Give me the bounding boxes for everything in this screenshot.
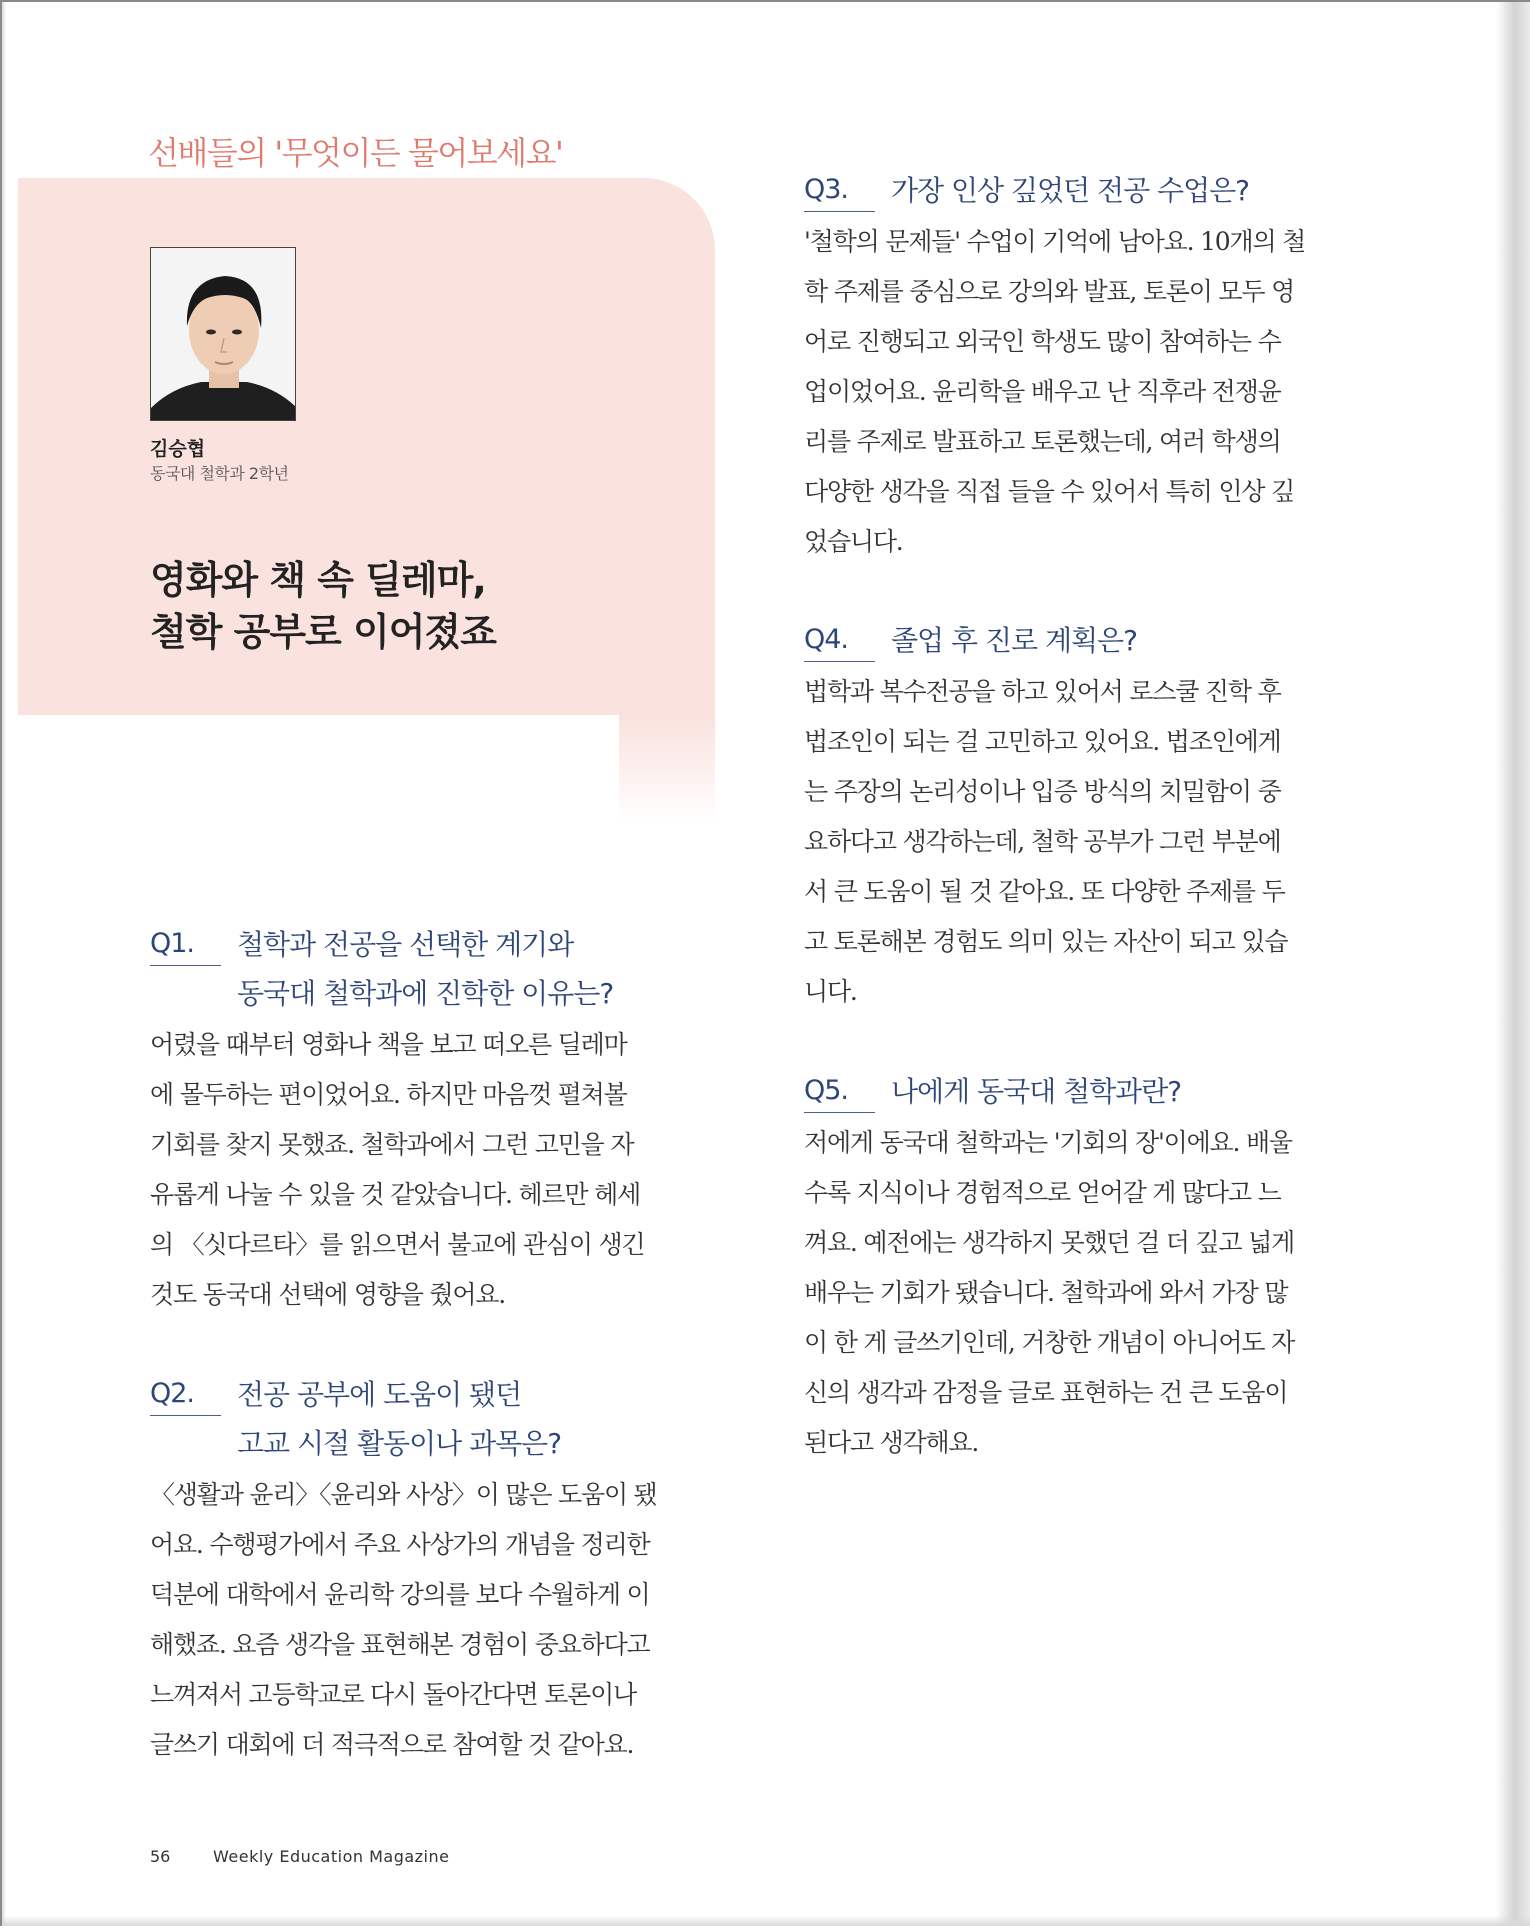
page-number: 56 xyxy=(150,1847,171,1866)
question-heading xyxy=(804,622,1364,665)
answer-line: 서 큰 도움이 될 것 같아요. 또 다양한 주제를 두 xyxy=(804,877,1285,906)
page-binding-shadow xyxy=(1496,0,1530,1926)
page-bottom-shadow xyxy=(0,1916,1530,1926)
answer-line: 업이었어요. 윤리학을 배우고 난 직후라 전쟁윤 xyxy=(804,377,1281,406)
answer-line: 배우는 기회가 됐습니다. 철학과에 와서 가장 많 xyxy=(804,1278,1288,1307)
person-school: 동국대 철학과 2학년 xyxy=(150,464,289,483)
question-title-line: 동국대 철학과에 진학한 이유는? xyxy=(237,977,614,1010)
answer-line: 니다. xyxy=(804,977,857,1006)
question-heading xyxy=(150,1376,710,1468)
answer-text xyxy=(150,1020,710,1320)
headline-line: 영화와 책 속 딜레마, xyxy=(150,558,486,602)
question-title-line: 가장 인상 깊었던 전공 수업은? xyxy=(891,174,1250,207)
section-label: 선배들의 '무엇이든 물어보세요' xyxy=(148,134,563,172)
answer-line: 껴요. 예전에는 생각하지 못했던 걸 더 깊고 넓게 xyxy=(804,1228,1295,1257)
question-heading xyxy=(804,172,1364,215)
question-title xyxy=(891,616,1137,665)
answer-line: 에 몰두하는 편이었어요. 하지만 마음껏 펼쳐볼 xyxy=(150,1080,627,1109)
answer-line: 고 토론해본 경험도 의미 있는 자산이 되고 있습 xyxy=(804,927,1288,956)
question-title xyxy=(237,1370,561,1468)
answer-line: 해했죠. 요즘 생각을 표현해본 경험이 중요하다고 xyxy=(150,1630,650,1659)
answer-line: 것도 동국대 선택에 영향을 줬어요. xyxy=(150,1280,506,1309)
question-title-line: 고교 시절 활동이나 과목은? xyxy=(237,1427,562,1460)
answer-line: 신의 생각과 감정을 글로 표현하는 건 큰 도움이 xyxy=(804,1378,1288,1407)
answer-line: 느껴져서 고등학교로 다시 돌아간다면 토론이나 xyxy=(150,1680,636,1709)
question-title-line: 졸업 후 진로 계획은? xyxy=(891,624,1137,657)
answer-line: 어로 진행되고 외국인 학생도 많이 참여하는 수 xyxy=(804,327,1281,356)
answer-line: 법조인이 되는 걸 고민하고 있어요. 법조인에게 xyxy=(804,727,1281,756)
answer-line: 어요. 수행평가에서 주요 사상가의 개념을 정리한 xyxy=(150,1530,650,1559)
question-title-line: 나에게 동국대 철학과란? xyxy=(891,1075,1182,1108)
qa-q1 xyxy=(150,926,710,1320)
answer-line: 어렸을 때부터 영화나 책을 보고 떠오른 딜레마 xyxy=(150,1030,627,1059)
person-name: 김승협 xyxy=(150,438,206,460)
answer-text xyxy=(150,1470,710,1770)
answer-line: 덕분에 대학에서 윤리학 강의를 보다 수월하게 이 xyxy=(150,1580,650,1609)
answer-line: 유롭게 나눌 수 있을 것 같았습니다. 헤르만 헤세 xyxy=(150,1180,641,1209)
answer-line: 법학과 복수전공을 하고 있어서 로스쿨 진학 후 xyxy=(804,677,1281,706)
answer-text xyxy=(804,667,1364,1017)
answer-line: 의 〈싯다르타〉를 읽으면서 불교에 관심이 생긴 xyxy=(150,1230,645,1259)
answer-line: 저에게 동국대 철학과는 '기회의 장'이에요. 배울 xyxy=(804,1128,1292,1157)
headline-line: 철학 공부로 이어졌죠 xyxy=(150,610,496,654)
qa-q3 xyxy=(804,172,1364,567)
question-heading xyxy=(804,1073,1364,1116)
answer-line: 된다고 생각해요. xyxy=(804,1428,979,1457)
question-title xyxy=(891,1067,1181,1116)
page-left-edge xyxy=(0,0,6,1926)
answer-line: 리를 주제로 발표하고 토론했는데, 여러 학생의 xyxy=(804,427,1281,456)
qa-q5 xyxy=(804,1073,1364,1468)
answer-line: 수록 지식이나 경험적으로 얻어갈 게 많다고 느 xyxy=(804,1178,1281,1207)
answer-line: 기회를 찾지 못했죠. 철학과에서 그런 고민을 자 xyxy=(150,1130,634,1159)
answer-line: 다양한 생각을 직접 들을 수 있어서 특히 인상 깊 xyxy=(804,477,1295,506)
magazine-name: Weekly Education Magazine xyxy=(213,1847,450,1866)
answer-text xyxy=(804,1118,1364,1468)
question-number: Q4. xyxy=(804,622,875,662)
article-headline xyxy=(150,554,496,658)
question-number: Q3. xyxy=(804,172,875,212)
answer-text xyxy=(804,217,1364,567)
profile-photo xyxy=(150,247,296,421)
answer-line: 요하다고 생각하는데, 철학 공부가 그런 부분에 xyxy=(804,827,1281,856)
question-title-line: 철학과 전공을 선택한 계기와 xyxy=(237,928,574,961)
question-number: Q1. xyxy=(150,926,221,966)
person-portrait-icon xyxy=(151,248,296,421)
question-number: Q5. xyxy=(804,1073,875,1113)
question-title xyxy=(891,166,1249,215)
qa-q2 xyxy=(150,1376,710,1770)
answer-line: 는 주장의 논리성이나 입증 방식의 치밀함이 중 xyxy=(804,777,1281,806)
answer-line: '철학의 문제들' 수업이 기억에 남아요. 10개의 철 xyxy=(804,227,1306,256)
question-heading xyxy=(150,926,710,1018)
answer-line: 었습니다. xyxy=(804,527,903,556)
question-title-line: 전공 공부에 도움이 됐던 xyxy=(237,1378,522,1411)
answer-line: 학 주제를 중심으로 강의와 발표, 토론이 모두 영 xyxy=(804,277,1295,306)
qa-q4 xyxy=(804,622,1364,1017)
answer-line: 이 한 게 글쓰기인데, 거창한 개념이 아니어도 자 xyxy=(804,1328,1295,1357)
question-number: Q2. xyxy=(150,1376,221,1416)
answer-line: 글쓰기 대회에 더 적극적으로 참여할 것 같아요. xyxy=(150,1730,634,1759)
answer-line: 〈생활과 윤리〉〈윤리와 사상〉이 많은 도움이 됐 xyxy=(150,1480,657,1509)
question-title xyxy=(237,920,613,1018)
